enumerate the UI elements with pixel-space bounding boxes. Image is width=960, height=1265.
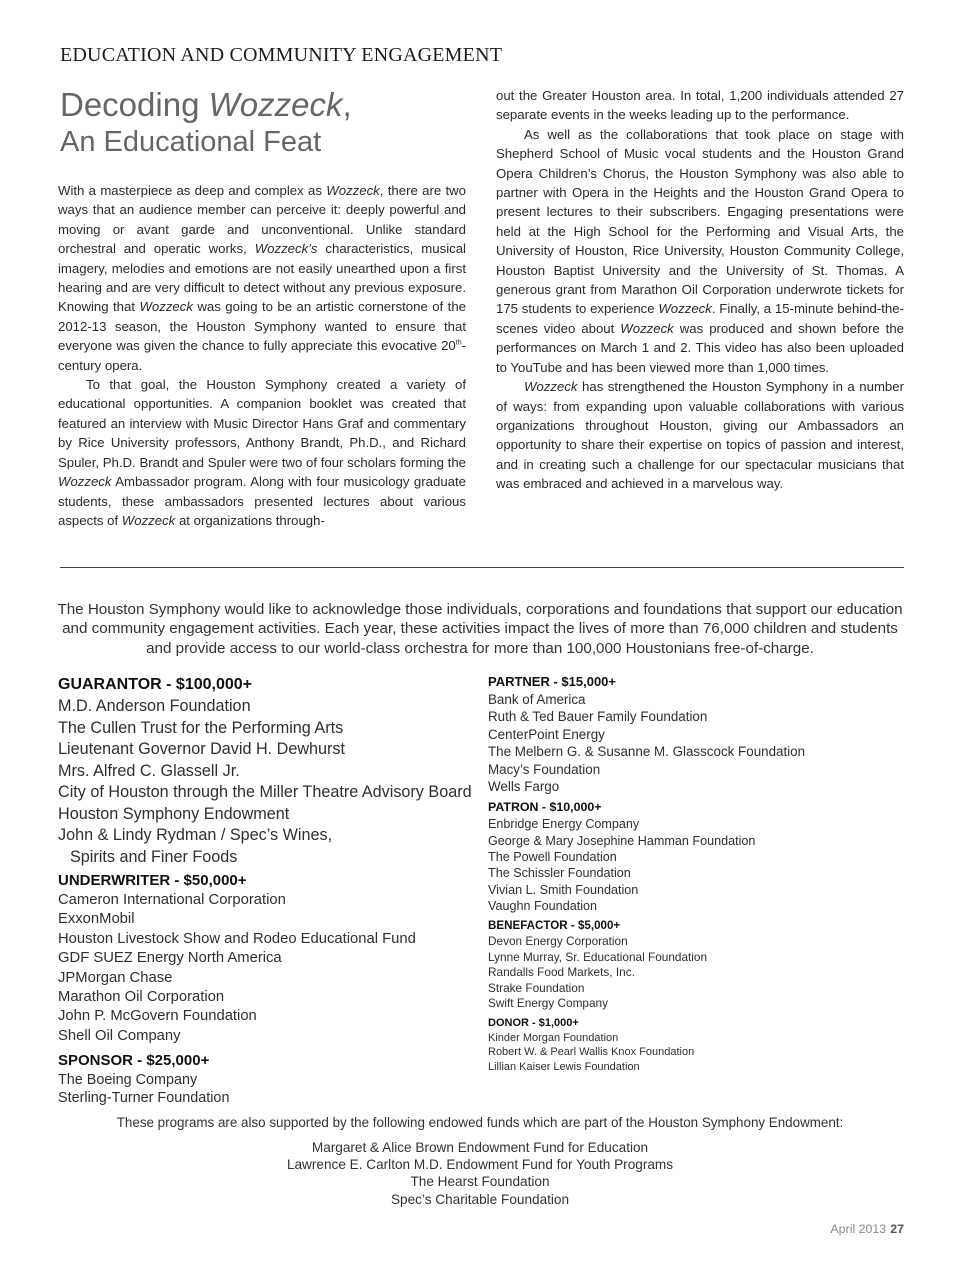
donor-name: Spirits and Finer Foods — [70, 847, 238, 866]
headline-lead: Decoding — [60, 86, 209, 123]
donor-list — [488, 816, 908, 914]
tier-benefactor — [488, 918, 908, 1012]
donor-name: CenterPoint Energy — [488, 726, 605, 742]
donor-name: The Melbern G. & Susanne M. Glasscock Foundation — [488, 744, 806, 760]
tier-heading: PARTNER - $15,000+ — [488, 674, 617, 689]
tier-donor — [488, 1016, 908, 1075]
donor-name: Enbridge Energy Company — [488, 817, 640, 832]
donor-name: Lieutenant Governor David H. Dewhurst — [58, 740, 346, 758]
donor-name: Lynne Murray, Sr. Educational Foundation — [488, 949, 708, 964]
article-headline — [60, 86, 480, 160]
donor-name: The Schissler Foundation — [488, 866, 631, 881]
donor-name: Kinder Morgan Foundation — [488, 1031, 619, 1044]
donor-name: Bank of America — [488, 692, 586, 707]
donor-name: Wells Fargo — [488, 779, 560, 795]
donor-name: Strake Foundation — [488, 980, 585, 995]
tier-patron — [488, 799, 908, 914]
article-column-left — [58, 181, 466, 530]
donor-list — [58, 891, 478, 1046]
tier-heading: GUARANTOR - $100,000+ — [58, 676, 252, 693]
donor-list — [488, 691, 908, 795]
donor-name: Randalls Food Markets, Inc. — [488, 965, 635, 980]
donor-name: Houston Symphony Endowment — [58, 804, 290, 823]
donor-name: Devon Energy Corporation — [488, 934, 628, 949]
article-paragraph-2-continued: out the Greater Houston area. In total, 1,200 individuals attended 27 separate events in the weeks leading up to the performance. — [496, 88, 904, 123]
donor-name: Macy’s Foundation — [488, 761, 601, 777]
endowment-fund: Spec’s Charitable Foundation — [390, 1191, 570, 1207]
tier-partner — [488, 673, 908, 795]
donor-name: Marathon Oil Corporation — [58, 989, 225, 1006]
donor-name: John P. McGovern Foundation — [58, 1008, 257, 1025]
page-number: 27 — [890, 1222, 904, 1236]
donor-name: Swift Energy Company — [488, 996, 608, 1011]
donor-column-right — [488, 673, 908, 1075]
page-footer — [830, 1222, 904, 1236]
headline-line-1 — [60, 86, 480, 124]
headline-subtitle: An Educational Feat — [60, 126, 322, 158]
donor-name: Vivian L. Smith Foundation — [488, 882, 639, 897]
endowment-intro: These programs are also supported by the following endowed funds which are part of the Houston Symphony Endowment: — [116, 1115, 844, 1130]
article-paragraph-1: With a masterpiece as deep and complex as Wozzeck, there are two ways that an audience member can perceive it: deeply powerful and moving or avant garde and unconventional. Unlike standard orchestral and operatic works, Wozzeck’s characteristics, musical imagery, melodies and emotions are not easily unearthed upon a first hearing and are very difficult to detect without any previous exposure. Knowing that Wozzeck was going to be an artistic cornerstone of the 2012-13 season, the Houston Symphony wanted to ensure that everyone was given the chance to fully appreciate this evocative 20th-century opera. — [58, 183, 466, 373]
donor-name: City of Houston through the Miller Theatre Advisory Board — [58, 783, 472, 801]
headline-opera-title: Wozzeck — [208, 86, 343, 123]
donor-name: M.D. Anderson Foundation — [58, 697, 251, 715]
tier-heading: SPONSOR - $25,000+ — [58, 1052, 210, 1070]
acknowledgement-text: The Houston Symphony would like to acknowledge those individuals, corporations and foundations that support our education and community engagement activities. Each year, these activities impact the lives of more than 76,000 children and students and provide access to our world-class orchestra for more than 100,000 Houstonians free-of-charge. — [57, 601, 903, 657]
donor-name: Houston Livestock Show and Rodeo Educational Fund — [58, 930, 416, 947]
headline-comma: , — [342, 86, 352, 123]
donor-name: Ruth & Ted Bauer Family Foundation — [488, 709, 708, 725]
section-label: EDUCATION AND COMMUNITY ENGAGEMENT — [60, 44, 503, 66]
tier-heading: UNDERWRITER - $50,000+ — [58, 872, 247, 889]
tier-heading: PATRON - $10,000+ — [488, 800, 602, 815]
donor-list — [58, 696, 478, 868]
donor-list — [488, 1031, 908, 1075]
endowment-fund: The Hearst Foundation — [410, 1174, 550, 1190]
endowment-fund: Lawrence E. Carlton M.D. Endowment Fund for Youth Programs — [286, 1157, 674, 1173]
tier-heading: DONOR - $1,000+ — [488, 1016, 579, 1029]
tier-underwriter — [58, 871, 478, 1046]
donor-name: ExxonMobil — [58, 911, 135, 928]
donor-name: JPMorgan Chase — [58, 969, 173, 986]
tier-sponsor — [58, 1051, 478, 1107]
endowment-fund: Margaret & Alice Brown Endowment Fund for Education — [311, 1140, 649, 1155]
donor-name: The Boeing Company — [58, 1072, 198, 1089]
donor-name: The Powell Foundation — [488, 850, 617, 865]
donor-name: Cameron International Corporation — [58, 892, 286, 908]
donor-name: Mrs. Alfred C. Glassell Jr. — [58, 761, 240, 780]
donor-name: Sterling-Turner Foundation — [58, 1090, 230, 1107]
donor-name: Lillian Kaiser Lewis Foundation — [488, 1060, 640, 1073]
donor-name: Robert W. & Pearl Wallis Knox Foundation — [488, 1046, 695, 1059]
endowment-fund-list — [55, 1139, 905, 1208]
article-paragraph-3: As well as the collaborations that took place on stage with Shepherd School of Music vocal students and the Houston Grand Opera Children’s Chorus, the Houston Symphony was also able to partner with Opera in the Heights and the Houston Grand Opera to present lectures to their subscribers. Engaging presentations were held at the High School for the Performing and Visual Arts, the University of Houston, Rice University, Houston Community College, Houston Baptist University and the University of St. Thomas. A generous grant from Marathon Oil Corporation underwrote tickets for 175 students to experience Wozzeck. Finally, a 15-minute behind-the-scenes video about Wozzeck was produced and shown before the performances on March 1 and 2. This video has also been uploaded to YouTube and has been viewed more than 1,000 times. — [496, 126, 904, 375]
donor-list — [58, 1071, 478, 1107]
article-paragraph-4: Wozzeck has strengthened the Houston Symphony in a number of ways: from expanding upon valuable collaborations with various organizations throughout Houston, giving our Ambassadors an opportunity to share their expertise on topics of passion and interest, and in creating such a challenge for our spectacular musicians that was embraced and achieved in a marvelous way. — [496, 379, 904, 492]
donor-name: John & Lindy Rydman / Spec’s Wines, — [58, 826, 333, 844]
tier-guarantor — [58, 674, 478, 868]
tier-heading: BENEFACTOR - $5,000+ — [488, 919, 621, 933]
article-paragraph-2: To that goal, the Houston Symphony created a variety of educational opportunities. A companion booklet was created that featured an interview with Music Director Hans Graf and commentary by Rice University professors, Anthony Brandt, Ph.D., and Richard Spuler, Ph.D. Brandt and Spuler were two of four scholars forming the Wozzeck Ambassador program. Along with four musicology graduate students, these ambassadors presented lectures about various aspects of Wozzeck at organizations through- — [58, 377, 466, 528]
donor-name: Vaughn Foundation — [488, 898, 598, 913]
donor-list — [488, 934, 908, 1012]
section-divider — [60, 567, 904, 568]
donor-name: George & Mary Josephine Hamman Foundation — [488, 833, 756, 848]
donor-name: The Cullen Trust for the Performing Arts — [58, 718, 344, 737]
donor-name: GDF SUEZ Energy North America — [58, 950, 282, 967]
issue-date: April 2013 — [830, 1222, 887, 1236]
article-column-right — [496, 86, 904, 494]
donor-name: Shell Oil Company — [58, 1027, 181, 1044]
donor-column-left — [58, 674, 478, 1107]
